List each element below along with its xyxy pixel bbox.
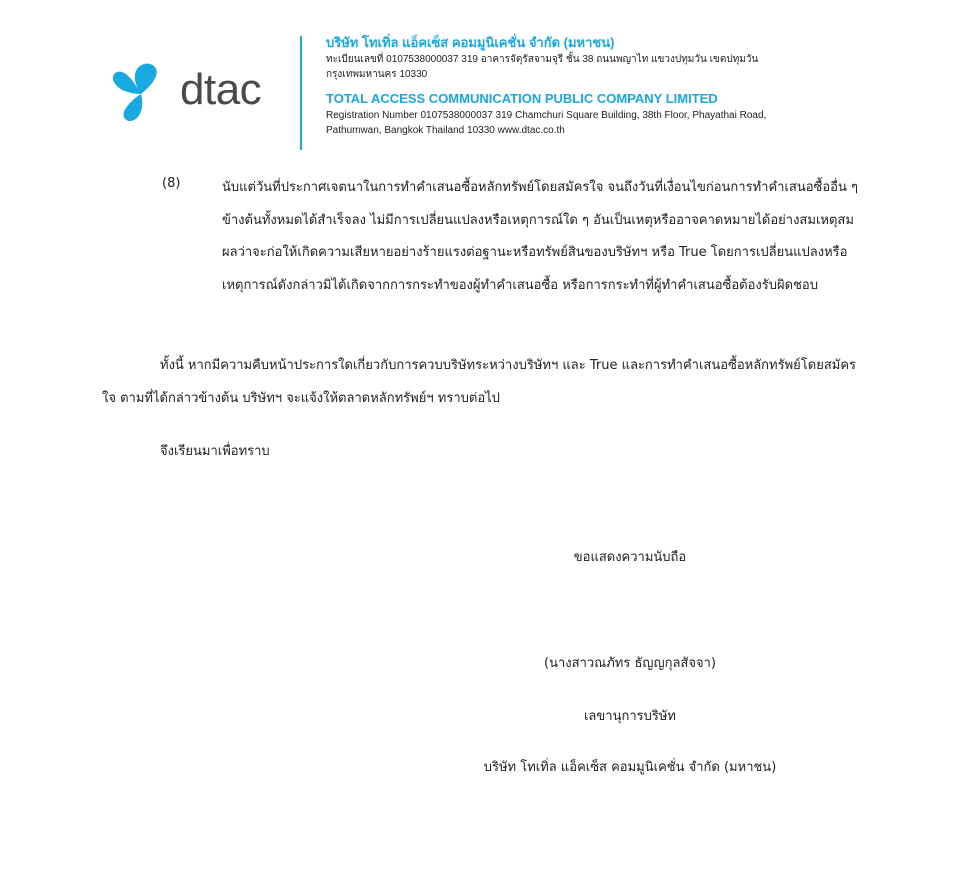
- signature-closing: ขอแสดงความนับถือ: [573, 550, 687, 565]
- company-address-en-2: Pathumwan, Bangkok Thailand 10330 www.dtac.co.th: [326, 125, 565, 136]
- dtac-logo: [108, 60, 278, 130]
- signatory-name: (นางสาวณภัทร ธัญญกุลสัจจา): [544, 656, 716, 671]
- company-name-en: TOTAL ACCESS COMMUNICATION PUBLIC COMPANY LIMITED: [326, 91, 718, 106]
- item-number: (8): [162, 176, 181, 191]
- paragraph-3: จึงเรียนมาเพื่อทราบ: [160, 444, 270, 459]
- dtac-propeller-icon: [108, 60, 178, 130]
- letterhead: [0, 0, 960, 160]
- letterhead-divider: [300, 36, 302, 150]
- company-name-th: บริษัท โทเทิ่ล แอ็คเซ็ส คอมมูนิเคชั่น จำกัด (มหาชน): [326, 35, 615, 50]
- company-address-en-1: Registration Number 0107538000037 319 Chamchuri Square Building, 38th Floor, Phayathai Road,: [326, 110, 767, 121]
- company-block: [326, 34, 926, 138]
- company-address-th-1: ทะเบียนเลขที่ 0107538000037 319 อาคารจัตุรัสจามจุรี ชั้น 38 ถนนพญาไท แขวงปทุมวัน เขตปทุมวัน: [326, 54, 759, 65]
- item-paragraph: นับแต่วันที่ประกาศเจตนาในการทำคำเสนอซื้อหลักทรัพย์โดยสมัครใจ จนถึงวันที่เงื่อนไขก่อนการทำคำเสนอซื้ออื่น ๆ ข้างต้นทั้งหมดได้สำเร็จลง ไม่มีการเปลี่ยนแปลงหรือเหตุการณ์ใด ๆ อันเป็นเหตุหรืออาจคาดหมายได้อย่างสมเหตุสมผลว่าจะก่อให้เกิดความเสียหายอย่างร้ายแรงต่อฐานะหรือทรัพย์สินของบริษัทฯ หรือ True โดยการเปลี่ยนแปลงหรือเหตุการณ์ดังกล่าวมิได้เกิดจากการกระทำของผู้ทำคำเสนอซื้อ หรือการกระทำที่ผู้ทำคำเสนอซื้อต้องรับผิดชอบ: [222, 180, 858, 293]
- signatory-position: เลขานุการบริษัท: [583, 709, 676, 724]
- dtac-wordmark: dtac: [180, 65, 262, 114]
- paragraph-2: ทั้งนี้ หากมีความคืบหน้าประการใดเกี่ยวกับการควบบริษัทระหว่างบริษัทฯ และ True และการทำคำเสนอซื้อหลักทรัพย์โดยสมัครใจ ตามที่ได้กล่าวข้างต้น บริษัทฯ จะแจ้งให้ตลาดหลักทรัพย์ฯ ทราบต่อไป: [102, 358, 857, 406]
- company-address-th-2: กรุงเทพมหานคร 10330: [326, 69, 428, 80]
- signatory-company: บริษัท โทเทิ่ล แอ็คเซ็ส คอมมูนิเคชั่น จำกัด (มหาชน): [483, 760, 777, 775]
